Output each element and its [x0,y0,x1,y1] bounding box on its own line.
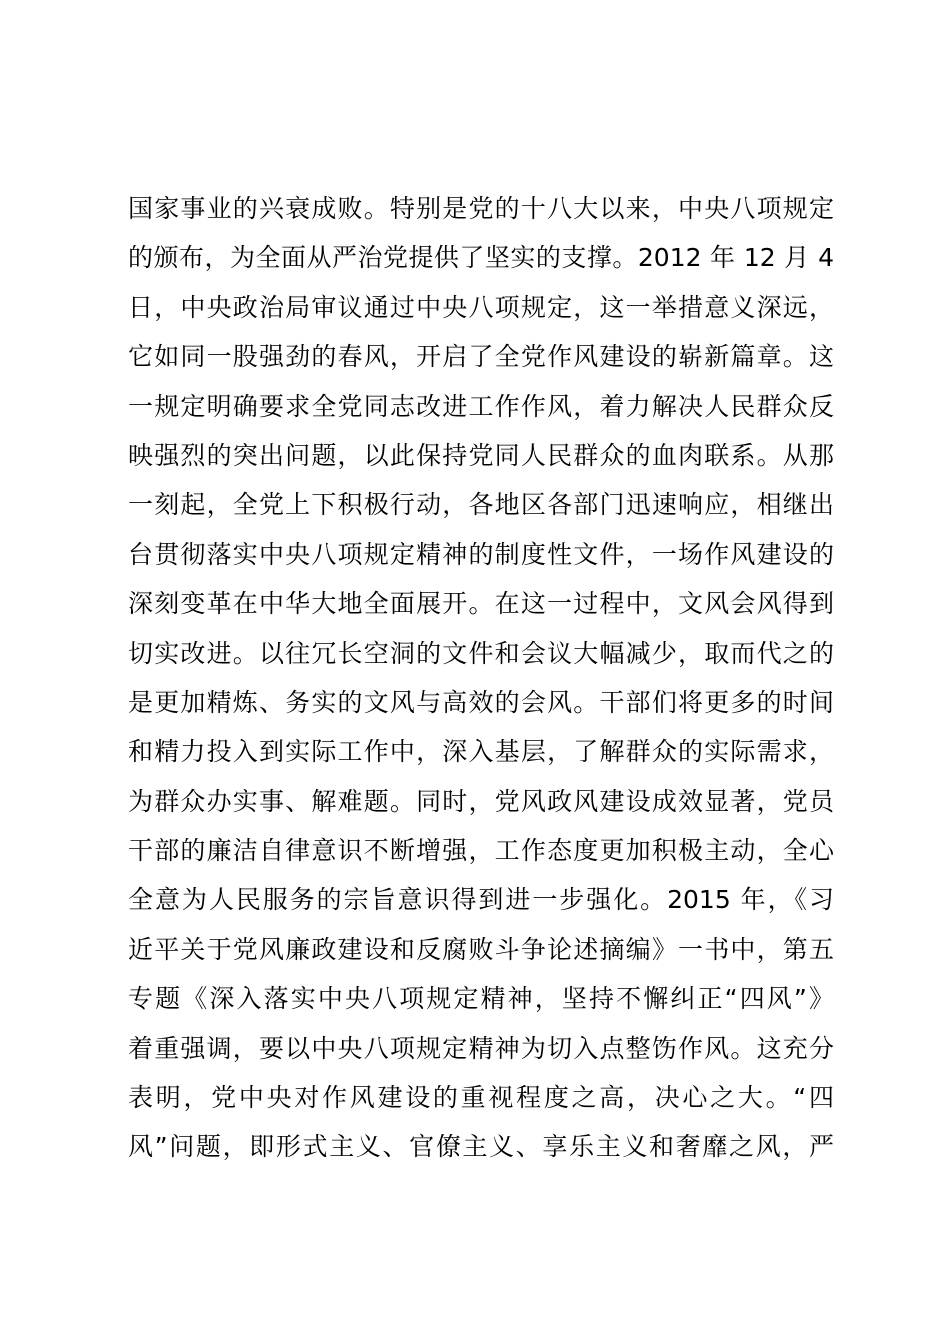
text-line: 是更加精炼、务实的文风与高效的会风。干部们将更多的时间 [128,687,834,717]
text-line: 的颁布，为全面从严治党提供了坚实的支撑。2012 年 12 月 4 [128,243,834,273]
text-line: 一刻起，全党上下积极行动，各地区各部门迅速响应，相继出 [128,490,834,520]
text-line: 深刻变革在中华大地全面展开。在这一过程中，文风会风得到 [128,589,834,619]
text-line: 它如同一股强劲的春风，开启了全党作风建设的崭新篇章。这 [128,342,834,372]
text-line: 切实改进。以往冗长空洞的文件和会议大幅减少，取而代之的 [128,638,834,668]
text-line: 风”问题，即形式主义、官僚主义、享乐主义和奢靡之风，严 [128,1132,834,1162]
text-line: 专题《深入落实中央八项规定精神，坚持不懈纠正“四风”》 [128,984,834,1014]
text-line: 表明，党中央对作风建设的重视程度之高，决心之大。“四 [128,1083,834,1113]
text-line: 着重强调，要以中央八项规定精神为切入点整饬作风。这充分 [128,1033,834,1063]
text-line: 映强烈的突出问题，以此保持党同人民群众的血肉联系。从那 [128,440,834,470]
text-line: 全意为人民服务的宗旨意识得到进一步强化。2015 年，《习 [128,885,834,915]
text-line: 近平关于党风廉政建设和反腐败斗争论述摘编》一书中，第五 [128,934,834,964]
text-line: 和精力投入到实际工作中，深入基层，了解群众的实际需求， [128,737,834,767]
text-line: 台贯彻落实中央八项规定精神的制度性文件，一场作风建设的 [128,539,834,569]
text-line: 国家事业的兴衰成败。特别是党的十八大以来，中央八项规定 [128,194,834,223]
text-line: 为群众办实事、解难题。同时，党风政风建设成效显著，党员 [128,786,834,816]
text-line: 一规定明确要求全党同志改进工作作风，着力解决人民群众反 [128,391,834,421]
text-line: 干部的廉洁自律意识不断增强，工作态度更加积极主动，全心 [128,836,834,866]
text-line: 日，中央政治局审议通过中央八项规定，这一举措意义深远， [128,292,834,322]
body-paragraph [128,184,834,1172]
